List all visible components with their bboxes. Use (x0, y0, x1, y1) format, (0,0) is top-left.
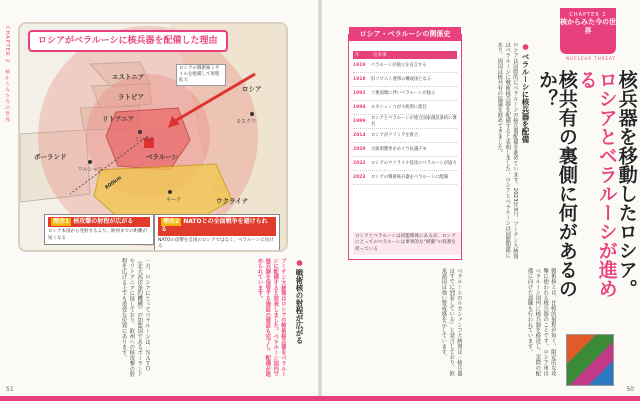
label-ukraine: ウクライナ (216, 197, 249, 205)
reason-1-title: 核攻撃の射程が広がる (73, 218, 134, 225)
timeline-header-event: 出来事 (373, 53, 387, 58)
chapter-badge (560, 8, 616, 54)
label-poland: ポーランド (34, 153, 67, 161)
section-title-range: ● 戦術核の射程が広がる (294, 258, 305, 344)
label-belarus: ベラルーシ (146, 153, 179, 161)
label-lithuania: リトアニア (102, 115, 134, 123)
margin-chapter-label: CHAPTER 2 (4, 26, 10, 64)
reason-1-number: 理由1 (53, 218, 70, 225)
right-body-col-2: 戦術核とは、比較的射程が短く、限定的な攻撃に使われる核兵器のことです。ロシア軍はベラルーシ国内に核兵器を移送し、実際の配備に向けた訓練も行われています。 (526, 268, 556, 376)
timeline-row (353, 143, 457, 157)
reason-2-number: 理由2 (163, 218, 180, 225)
timeline-event: 大統領選挙をめぐり抗議デモ (371, 146, 427, 152)
left-body-col-2-text: プーチン大統領はロシアの戦術核兵器をベラルーシに配備すると発表しました。ベラルーシ国内で核兵器を保管する施設の建設も完了し、配備が進められています。 (256, 258, 286, 377)
timeline-rows (353, 51, 457, 185)
timeline-row (353, 129, 457, 143)
map-title: ロシアがベラルーシに核兵器を配備した理由 (28, 30, 228, 52)
label-russia: ロシア (242, 85, 262, 93)
label-warsaw: ワルシャワ (78, 167, 103, 173)
reason-2-text: NATOの攻撃を自国のロシアではなく、ベラルーシに向ける (158, 237, 274, 250)
timeline-event: 旧ソビエト連邦の構成国となる (371, 76, 432, 82)
timeline-note: ロシアとベラルーシは同盟関係にあるが、ロシアにとってのベラルーシは軍事的な“緩衝”の役割を担っている (353, 232, 461, 255)
timeline-year: 1991 (353, 91, 366, 96)
distance-label: 800km (104, 174, 123, 192)
reason-1-text: ロシア本国から発射するより、欧州までの距離が短くなる (48, 229, 147, 241)
timeline-row (353, 73, 457, 87)
timeline-header-year: 年 (355, 53, 360, 58)
timeline-year: 1919 (353, 63, 366, 68)
left-margin (4, 26, 14, 123)
section-title-deployment: ● ベラルーシに核兵器を配備 (520, 42, 531, 143)
reason-2-title: NATOとの全面戦争を避けられる (161, 218, 268, 234)
left-body-col-2 (156, 258, 286, 382)
timeline-header (353, 51, 457, 59)
bottom-accent-bar (0, 396, 640, 401)
callout-missile: ロシアの戦術核ミサイルを配備して射程拡大 (176, 64, 226, 86)
photo-image (566, 334, 614, 386)
reason-2-box (154, 214, 280, 252)
main-headline (536, 70, 636, 300)
page-number-right: 50 (626, 386, 634, 393)
label-estonia: エストニア (112, 73, 145, 81)
timeline-event: ロシアとベラルーシが連合国家創設条約に署名 (371, 115, 457, 127)
timeline-year: 1999 (353, 119, 366, 124)
chapter-subtitle: NUCLEAR THREAT (566, 56, 616, 61)
right-body-col-1: ロシアは国際的にベラルーシの核兵器配備を進めています。2023年3月、プーチン大統領はベラルーシに戦術核兵器を配備すると表明しました。ロシアとベラルーシは同盟関係にあり、両国は核共有の協議を進めてきました。 (496, 42, 518, 259)
headline-line-1: 核兵器を移動したロシア。 (615, 70, 638, 298)
chapter-label: CHAPTER 2 (569, 12, 607, 18)
reason-1-box (44, 214, 154, 245)
headline-line-2: ロシアとベラルーシが進める (575, 70, 618, 298)
margin-chapter-title: 核からみた今の世界 (4, 69, 10, 124)
timeline-row (353, 87, 457, 101)
headline-line-3: 核共有の裏側に何があるのか？ (535, 70, 578, 298)
right-body-col-3: ベラルーシのルカシェンコ大統領は「核兵器はすでに到着している」と発言しており、欧米諸国は強い警戒感を示しています。 (440, 268, 462, 376)
timeline-event: ベラルーシが独立を宣言する (371, 62, 427, 68)
label-kyiv: キーウ (166, 197, 182, 203)
timeline-year: 2023 (353, 175, 366, 180)
label-latvia: ラトビア (118, 93, 144, 101)
timeline-row (353, 101, 457, 115)
relations-timeline (348, 30, 462, 260)
timeline-event: ロシアがクリミアを併合 (371, 132, 419, 138)
timeline-title: ロシア・ベラルーシの関係史 (349, 27, 461, 41)
timeline-row (353, 157, 457, 171)
label-moscow: モスクワ (236, 119, 257, 125)
timeline-event: ロシアの戦術核兵器をベラルーシに配備 (371, 174, 449, 180)
timeline-row (353, 115, 457, 129)
timeline-row (353, 171, 457, 185)
timeline-event: ロシアのウクライナ侵攻にベラルーシが協力 (371, 160, 457, 166)
left-body-col-1: 一方、ロシアにとってベラルーシは、ＮＡＴＯ（北大西洋条約機構）の加盟国であるポーランドやリトアニアに接しており、欧州への核攻撃の射程を広げる上でも重要な位置にあります。 (120, 258, 150, 377)
timeline-year: 2020 (353, 147, 366, 152)
timeline-event: ルカシェンコが大統領に就任 (371, 104, 427, 110)
timeline-row (353, 59, 457, 73)
timeline-event: ソ連崩壊に伴いベラルーシが独立 (371, 90, 436, 96)
left-page (0, 0, 318, 401)
timeline-year: 2014 (353, 133, 366, 138)
timeline-year: 2022 (353, 161, 366, 166)
chapter-title: 核からみた今の世界 (560, 18, 616, 36)
label-minsk: ミンスク (134, 137, 154, 143)
timeline-year: 1994 (353, 105, 366, 110)
map-figure (18, 22, 288, 252)
timeline-year: 1918 (353, 77, 366, 82)
page-number-left: 51 (6, 386, 14, 393)
